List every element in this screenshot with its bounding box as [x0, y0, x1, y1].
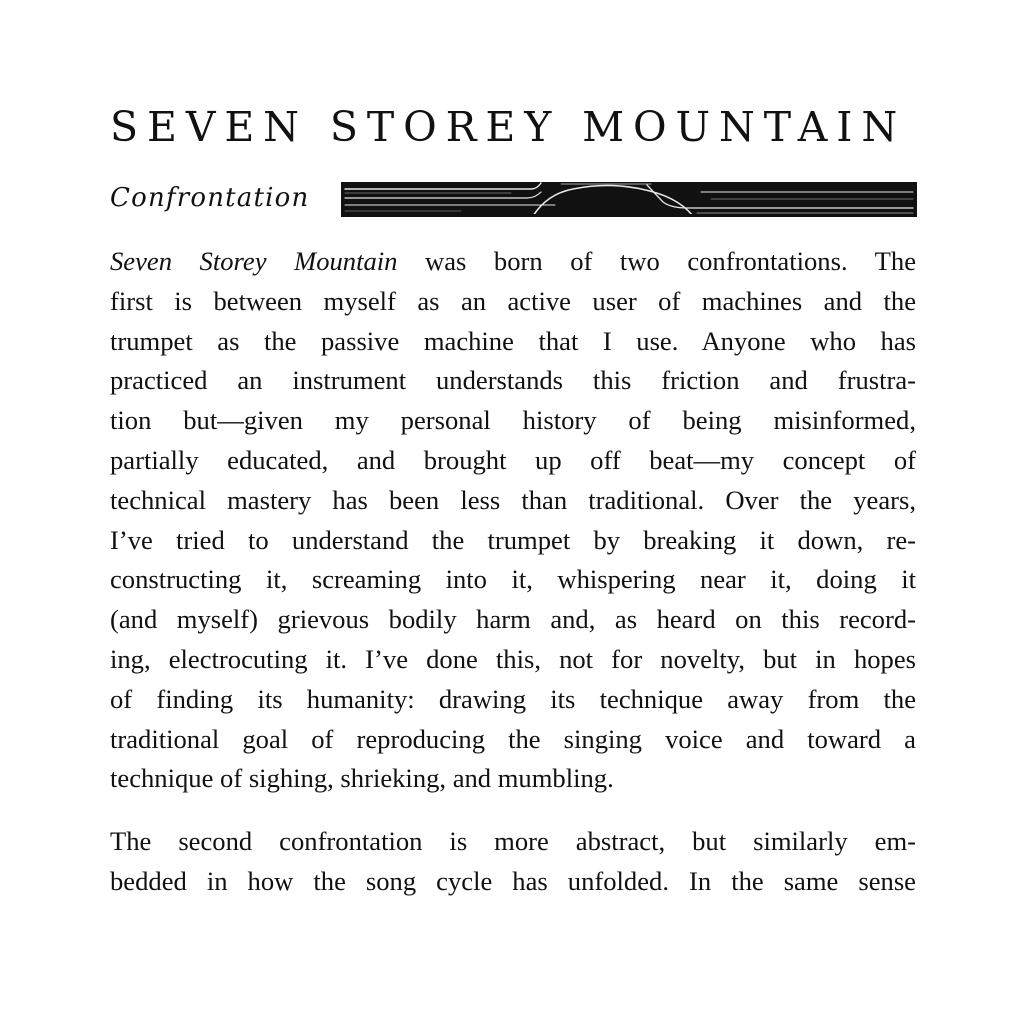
decorative-rule-icon — [341, 178, 917, 220]
text-line: technique of sighing, shrieking, and mumbling. — [110, 763, 614, 794]
text-line: tion but—given my personal history of being misinformed, — [110, 405, 916, 436]
paragraph-1 — [110, 242, 916, 799]
text-line: ing, electrocuting it. I’ve done this, not for novelty, but in hopes — [110, 643, 916, 674]
text-fragment: was born of two confrontations. The — [397, 246, 917, 276]
text-line: first is between myself as an active user of machines and the — [110, 285, 916, 316]
section-header — [110, 174, 920, 224]
text-line: (and myself) grievous bodily harm and, as heard on this record- — [110, 604, 916, 635]
text-line: trumpet as the passive machine that I use. Anyone who has — [110, 325, 916, 356]
work-title: Seven Storey Mountain — [110, 246, 398, 276]
text-line: I’ve tried to understand the trumpet by breaking it down, re- — [110, 524, 916, 555]
text-line — [110, 242, 916, 282]
text-line: technical mastery has been less than traditional. Over the years, — [110, 484, 916, 515]
text-line: constructing it, screaming into it, whispering near it, doing it — [110, 564, 916, 595]
text-line: bedded in how the song cycle has unfolded. In the same sense — [110, 865, 916, 896]
text-line: The second confrontation is more abstract, but similarly em- — [110, 826, 916, 857]
text-line: practiced an instrument understands this friction and frustra- — [110, 365, 916, 396]
text-line: of finding its humanity: drawing its technique away from the — [110, 683, 916, 714]
section-title: Confrontation — [110, 183, 310, 213]
text-line: traditional goal of reproducing the singing voice and toward a — [110, 723, 916, 754]
page-title: SEVEN STOREY MOUNTAIN — [110, 103, 907, 151]
paragraph-2 — [110, 822, 916, 902]
text-line: partially educated, and brought up off beat—my concept of — [110, 444, 916, 475]
body-text — [110, 242, 916, 902]
